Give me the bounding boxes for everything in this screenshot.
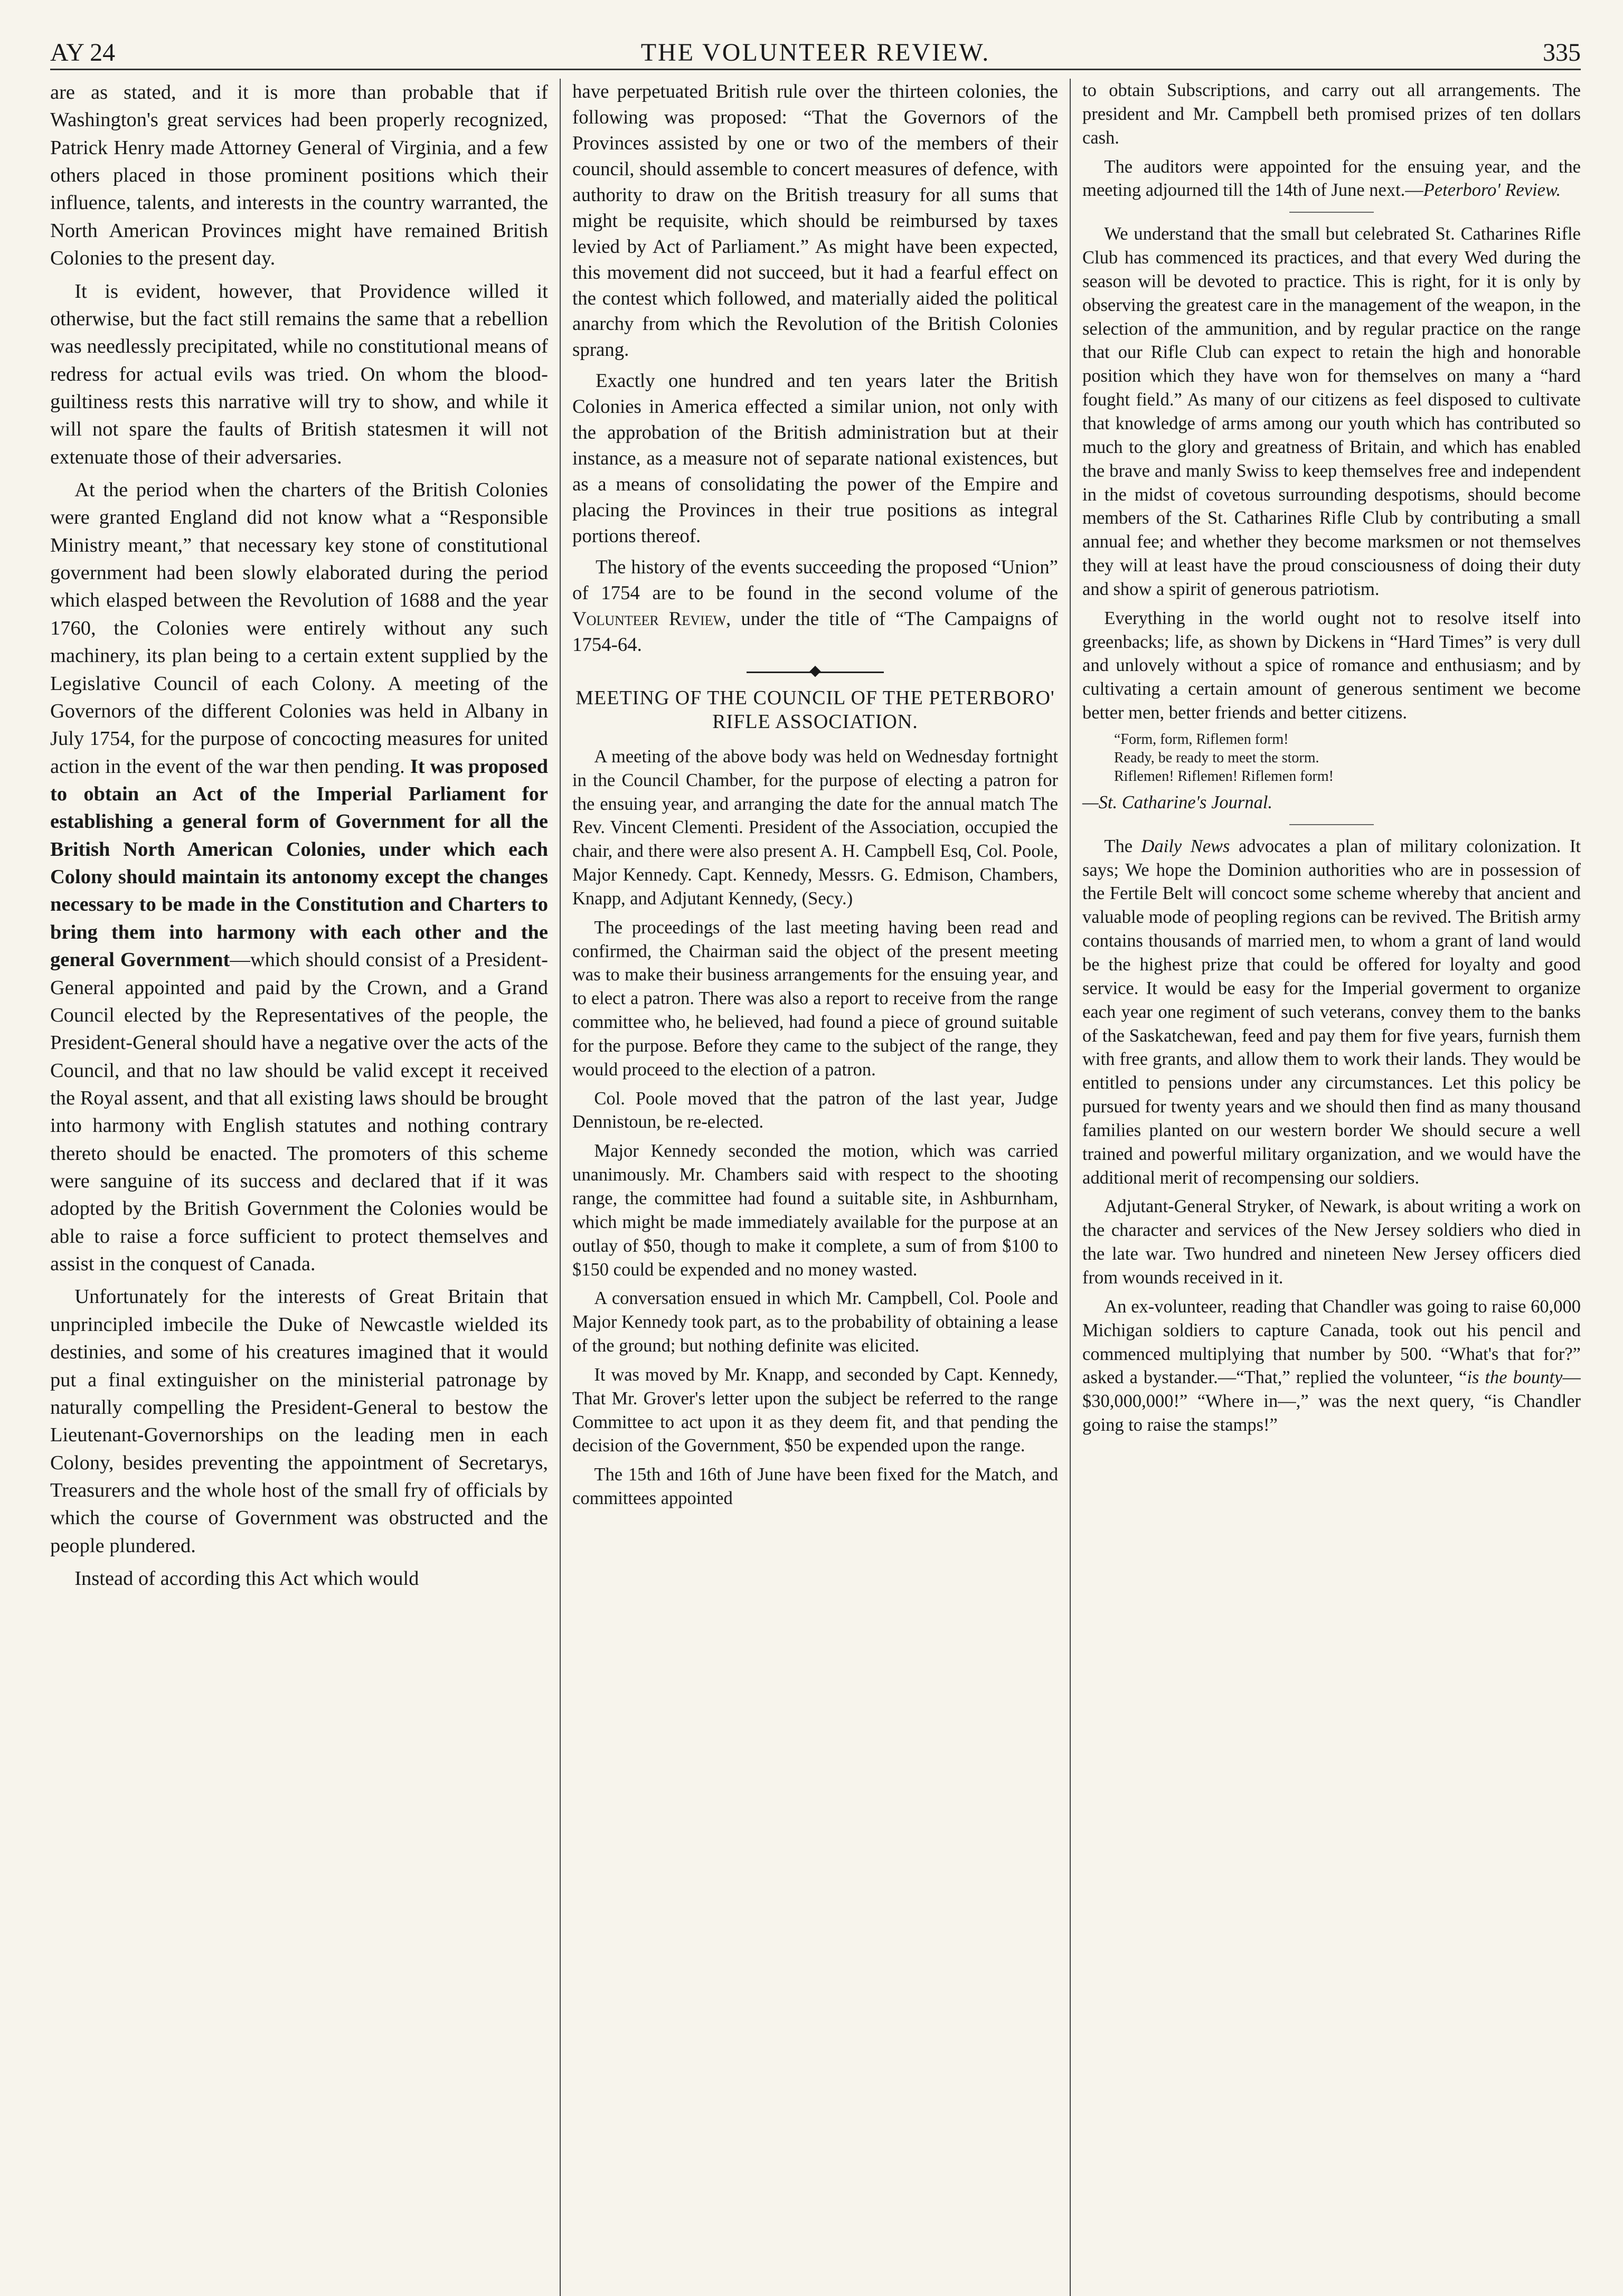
verse-line: Riflemen! Riflemen! Riflemen form!	[1114, 768, 1334, 785]
verse-quote	[1114, 730, 1581, 786]
article-paragraph	[572, 554, 1058, 658]
paragraph-text: The history of the events succeeding the proposed “Union” of 1754 are to be found in the second volume of the	[572, 555, 1058, 603]
page-number: 335	[1543, 39, 1581, 67]
paragraph-text: The	[1104, 836, 1133, 856]
article-paragraph: We understand that the small but celebrated St. Catharines Rifle Club has commenced its practices, and that every Wed during the season will be devoted to practice. This is right, for it is only by observing the greatest care in the management of the weapon, in the selection of the ammunition, and by regular practice on the range that our Rifle Club can expect to retain the high and honorable position which they have won for themselves on many a “hard fought field.” As many of our citizens as feel disposed to cultivate that knowledge of arms among our youth which has contributed so much to the glory and greatness of Britain, and which has enabled the brave and manly Swiss to keep themselves free and independent in the midst of covetous surrounding despotisms, should become members of the St. Catharines Rifle Club by contributing a small annual fee; and whether they become marksmen or not themselves they will at least have the proud consciousness of doing their duty and show a spirit of generous patriotism.	[1082, 224, 1581, 599]
article-heading: MEETING OF THE COUNCIL OF THE PETERBORO' RIFLE ASSOCIATION.	[575, 686, 1055, 733]
article-paragraph: It is evident, however, that Providence willed it otherwise, but the fact still remains the same that a rebellion was needlessly precipitated, while no constitutional means of redress for actual evils was tried. On whom the blood-guiltiness rests this narrative will try to show, and while it will not spare the faults of British statesmen it will not extenuate those of their adversaries.	[50, 280, 549, 468]
header-date: AY 24	[50, 39, 116, 67]
article-paragraph: Everything in the world ought not to resolve itself into greenbacks; life, as shown by Dickens in “Hard Times” is very dull and unlovely without a spice of romance and enthusiasm; and by cultivating a certain amount of generous sentiment we become better men, better friends and better citizens.	[1082, 608, 1581, 723]
paragraph-text: advocates a plan of military colonization. It says; We hope the Dominion authorities who are in possession of the Fertile Belt will concoct some scheme whereby that ancient and valuable mode of peopling regions can be revived. The British army contains thousands of married men, to whom a grant of land would be the highest prize that could be offered for loyalty and good service. It would be easy for the Imperial goverment to organize each year one regiment of such veterans, convey them to the banks of the Saskatchewan, feed and pay them for five years, furnish them with free grants, and allow them to work their lands. They would be entitled to pensions under any circumstances. Let this policy be pursued for twenty years and we should then find as many thousand families planted on our western border We should secure a well trained and powerful military organization, and we would have the additional merit of recompensing our soldiers.	[1082, 836, 1581, 1188]
paragraph-text: An ex-volunteer, reading that Chandler was going to raise 60,000 Michigan soldiers to capture Canada, took out his pencil and commenced multiplying that number by 500. “What's that for?” asked a bystander.—“That,” replied the volunteer, “	[1082, 1296, 1581, 1388]
section-divider	[1289, 824, 1374, 825]
article-paragraph: to obtain Subscriptions, and carry out all arrangements. The president and Mr. Campbell beth promised prizes of ten dollars cash.	[1082, 80, 1581, 148]
column-3-text	[1082, 79, 1581, 1437]
newspaper-title: THE VOLUNTEER REVIEW.	[640, 39, 990, 67]
column-3	[1071, 79, 1581, 2296]
paragraph-text: , under the title of “The Campaigns of 1754-64.	[572, 607, 1058, 655]
paragraph-text: —which should consist of a President-General appointed and paid by the Crown, and a Grand Council elected by the Representatives of the people, the President-General should have a negative over the acts of the Council, and that no law should be valid except it received the Royal assent, and that all existing laws should be brought into harmony with English statutes and nothing contrary thereto should be enacted. The promoters of this scheme were sanguine of its success and declared that if it was adopted by the British Government the Colonies would be able to raise a force sufficient to protect themselves and assist in the conquest of Canada.	[50, 949, 548, 1275]
journal-name: Volunteer Review	[572, 607, 726, 629]
article-paragraph	[1082, 835, 1581, 1190]
paragraph-text: At the period when the charters of the British Colonies were granted England did not know what a “Responsible Ministry meant,” that necessary key stone of constitutional government had been slowly elaborated during the period which elasped between the Revolution of 1688 and the year 1760, the Colonies were entirely without any such machinery, its plan being to a certain extent supplied by the Legislative Council of each Colony. A meeting of the Governors of the different Colonies was held in Albany in July 1754, for the purpose of concocting measures for united action in the event of the war then pending.	[50, 479, 548, 778]
article-paragraph: are as stated, and it is more than probable that if Washington's great services had been properly recognized, Patrick Henry made Attorney General of Virginia, and a few others placed in those prominent positions which their influence, talents, and interests in the country warranted, the North American Provinces might have remained British Colonies to the present day.	[50, 81, 548, 270]
article-paragraph: Unfortunately for the interests of Great Britain that unprincipled imbecile the Duke of Newcastle wielded its destinies, and some of his creatures imagined that it would put a final extinguisher on the ministerial patronage by naturally compelling the President-General to bestow the Lieutenant-Governorships on the leading men in each Colony, besides preventing the appointment of Secretarys, Treasurers and the whole host of the small fry of officials by which the course of Government was obstructed and the people plundered.	[50, 1286, 548, 1557]
page-header	[50, 37, 1581, 70]
section-divider	[1289, 212, 1374, 213]
article-paragraph	[50, 476, 548, 1278]
article-paragraph: The 15th and 16th of June have been fixed for the Match, and committees appointed	[572, 1464, 1058, 1509]
newspaper-name: Daily News	[1141, 836, 1230, 856]
paragraph-text: The auditors were appointed for the ensuing year, and the meeting adjourned till the 14th of June next.—	[1082, 156, 1581, 201]
article-paragraph: It was moved by Mr. Knapp, and seconded by Capt. Kennedy, That Mr. Grover's letter upon the subject be referred to the range Committee to act upon it as they deem fit, and that pending the decision of the Government, $50 be expended upon the range.	[572, 1364, 1058, 1456]
article-paragraph: Col. Poole moved that the patron of the last year, Judge Dennistoun, be re-elected.	[572, 1088, 1058, 1132]
article-paragraph	[1082, 155, 1581, 203]
verse-line: “Form, form, Riflemen form!	[1114, 731, 1289, 748]
source-credit: —St. Catharine's Journal.	[1082, 792, 1273, 812]
article-paragraph: have perpetuated British rule over the thirteen colonies, the following was proposed: “That the Governors of the Provinces assisted by one or two of the members of their council, should assemble to concert measures of defence, with authority to draw on the British treasury for all sums that might be requisite, which should be reimbursed by taxes levied by Act of Parliament.” As might have been expected, this movement did not succeed, but it had a fearful effect on the contest which followed, and materially aided the political anarchy from which the Revolution of the British Colonies sprang.	[572, 80, 1058, 361]
section-divider	[747, 666, 884, 678]
paragraph-text: —$30,000,000!” “Where in—,” was the next query, “is Chandler going to raise the stamps!”	[1082, 1367, 1581, 1435]
text-columns	[50, 79, 1581, 2296]
article-paragraph: The proceedings of the last meeting having been read and confirmed, the Chairman said the object of the present meeting was to make their business arrangements for the ensuing year, and to elect a patron. There was also a report to receive from the range committee who, he believed, had found a piece of ground suitable for the purpose. Before they came to the subject of the range, they would proceed to the election of a patron.	[572, 917, 1058, 1080]
meeting-report	[572, 745, 1058, 1510]
article-paragraph: A conversation ensued in which Mr. Campbell, Col. Poole and Major Kennedy took part, as to the probability of obtaining a lease of the ground; but nothing definite was elicited.	[572, 1288, 1058, 1356]
column-1	[50, 79, 560, 2296]
bold-text: It was proposed to obtain an Act of the Imperial Parliament for establishing a general form of Government for all the British North American Colonies, under which each Colony should maintain its antonomy except the changes necessary to be made in the Constitution and Charters to bring them into harmony with each other and the general Government	[50, 755, 549, 971]
article-paragraph: A meeting of the above body was held on Wednesday fortnight in the Council Chamber, for the purpose of electing a patron for the ensuing year, and arranging the date for the annual match The Rev. Vincent Clementi. President of the Association, occupied the chair, and there were also present A. H. Campbell Esq, Col. Poole, Major Kennedy. Capt. Kennedy, Messrs. G. Edmison, Chambers, Knapp, and Adjutant Kennedy, (Secy.)	[572, 746, 1058, 909]
italic-text: is the bounty	[1467, 1367, 1563, 1388]
article-paragraph: Instead of according this Act which would	[74, 1567, 419, 1590]
article-paragraph: Major Kennedy seconded the motion, which was carried unanimously. Mr. Chambers said with respect to the shooting range, the committee had found a suitable site, in Ashburnham, which might be made immediately available for the purpose at an outlay of $50, though to make it complete, a sum of from $100 to $150 could be expended and no money wasted.	[572, 1141, 1058, 1280]
article-paragraph: Adjutant-General Stryker, of Newark, is about writing a work on the character and services of the New Jersey soldiers who died in the late war. Two hundred and nineteen New Jersey officers died from wounds received in it.	[1082, 1196, 1581, 1288]
verse-line: Ready, be ready to meet the storm.	[1114, 749, 1319, 766]
article-paragraph	[1082, 1295, 1581, 1437]
article-paragraph: Exactly one hundred and ten years later the British Colonies in America effected a similar union, not only with the approbation of the British administration but at their instance, as a measure not of separate national existences, but as a means of consolidating the power of the Empire and placing the Provinces in their true positions as integral portions thereof.	[572, 370, 1058, 546]
column-2	[560, 79, 1071, 2296]
source-credit: Peterboro' Review.	[1423, 180, 1561, 201]
